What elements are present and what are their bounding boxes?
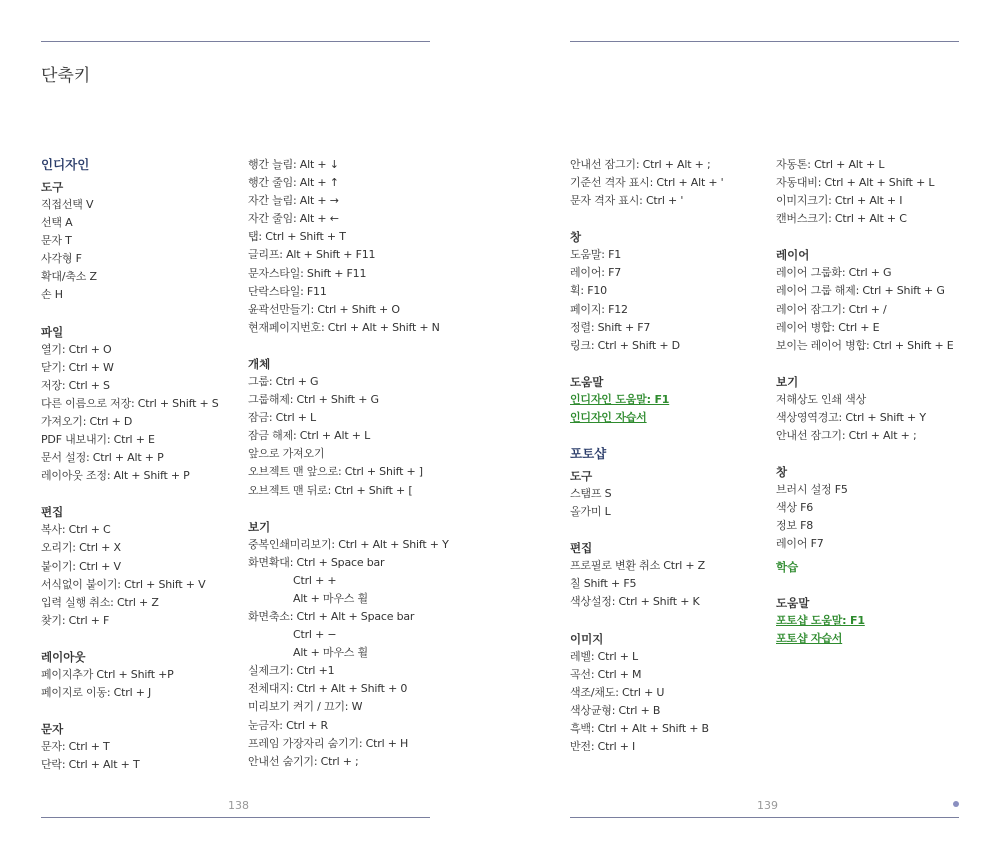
help-link[interactable]: 인디자인 자습서 (570, 410, 647, 424)
shortcut-section (570, 630, 760, 757)
shortcut-line: 레벨: Ctrl + L (570, 649, 638, 663)
top-rule-right (570, 41, 959, 42)
column-3-sections-top (570, 156, 760, 427)
shortcut-line: 행간 줄임: Alt + ↑ (248, 176, 339, 190)
section-title: 편집 (570, 541, 593, 556)
shortcut-line: 자동대비: Ctrl + Alt + Shift + L (776, 176, 935, 190)
shortcut-section (248, 156, 448, 337)
shortcut-line: 칠 Shift + F5 (570, 577, 637, 591)
section-title: 창 (570, 230, 582, 245)
section-title: 보기 (248, 519, 271, 534)
shortcut-line: 문자 격자 표시: Ctrl + ' (570, 194, 684, 208)
shortcut-section (248, 355, 448, 500)
shortcut-line: 잠금: Ctrl + L (248, 411, 316, 425)
shortcut-line: 자간 줄임: Alt + ← (248, 212, 339, 226)
shortcut-section (41, 323, 231, 486)
category-title-photoshop: 포토샵 (570, 446, 607, 462)
shortcut-line: 레이어 잠그기: Ctrl + / (776, 302, 887, 316)
shortcut-line: Alt + 마우스 휠 (293, 591, 368, 605)
shortcut-section (570, 539, 760, 611)
shortcut-section (41, 648, 231, 702)
shortcut-line: 색상설정: Ctrl + Shift + K (570, 595, 700, 609)
section-title: 도움말 (776, 595, 810, 610)
shortcut-line: 복사: Ctrl + C (41, 523, 111, 537)
section-title: 문자 (41, 722, 64, 737)
section-title: 창 (776, 465, 788, 480)
page-marker-dot (953, 801, 959, 807)
shortcut-line: 확대/축소 Z (41, 270, 97, 284)
column-3-sections-bottom (570, 467, 760, 756)
top-rule-left (41, 41, 430, 42)
shortcut-line: 단락: Ctrl + Alt + T (41, 758, 140, 772)
bottom-rule-left (41, 817, 430, 818)
shortcut-line: 레이어 F7 (776, 537, 824, 551)
shortcut-line: 반전: Ctrl + I (570, 739, 636, 753)
column-1-sections (41, 178, 231, 774)
shortcut-line: 링크: Ctrl + Shift + D (570, 338, 680, 352)
shortcut-section (570, 373, 760, 427)
shortcut-line: 직접선택 V (41, 198, 94, 211)
section-title: 편집 (41, 505, 64, 520)
shortcut-line: 문자스타일: Shift + F11 (248, 266, 367, 280)
column-2 (248, 156, 448, 789)
page-number-right: 139 (757, 799, 778, 812)
page-number-left: 138 (228, 799, 249, 812)
shortcut-line: 윤곽선만들기: Ctrl + Shift + O (248, 302, 400, 316)
shortcut-line: 문자 T (41, 234, 72, 248)
shortcut-line: 열기: Ctrl + O (41, 342, 112, 356)
shortcut-line: 사각형 F (41, 252, 82, 266)
shortcut-line: Ctrl + − (293, 628, 337, 642)
shortcut-line: 잠금 해제: Ctrl + Alt + L (248, 429, 371, 443)
shortcut-section (570, 228, 760, 355)
shortcut-line: 행간 늘림: Alt + ↓ (248, 158, 339, 171)
column-1 (41, 156, 231, 792)
shortcut-line: 오리기: Ctrl + X (41, 541, 121, 555)
column-3 (570, 156, 760, 774)
shortcut-line: Ctrl + + (293, 573, 337, 587)
shortcut-section (41, 503, 231, 630)
shortcut-line: 레이어 병합: Ctrl + E (776, 320, 880, 334)
shortcut-line: 프레임 가장자리 숨기기: Ctrl + H (248, 736, 409, 750)
shortcut-line: 안내선 숨기기: Ctrl + ; (248, 754, 359, 768)
section-title: 파일 (41, 324, 64, 339)
shortcut-line: 단락스타일: F11 (248, 284, 327, 298)
shortcut-line: 곡선: Ctrl + M (570, 667, 642, 681)
help-link[interactable]: 인디자인 도움말: F1 (570, 392, 670, 406)
shortcut-line: 이미지크기: Ctrl + Alt + I (776, 194, 903, 208)
section-title: 레이어 (776, 248, 810, 263)
shortcut-line: 문서 설정: Ctrl + Alt + P (41, 451, 164, 465)
shortcut-line: 레이아웃 조정: Alt + Shift + P (41, 469, 190, 483)
shortcut-line: 그룹해제: Ctrl + Shift + G (248, 393, 379, 407)
shortcut-section (776, 373, 966, 445)
column-4-sections (776, 156, 966, 648)
shortcut-line: 눈금자: Ctrl + R (248, 718, 328, 732)
shortcut-line: 페이지로 이동: Ctrl + J (41, 685, 152, 699)
bottom-rule-right (570, 817, 959, 818)
shortcut-line: 페이지추가 Ctrl + Shift +P (41, 667, 174, 681)
shortcut-line: 미리보기 켜기 / 끄기: W (248, 700, 363, 714)
shortcut-line: PDF 내보내기: Ctrl + E (41, 433, 155, 447)
shortcut-line: 색상균형: Ctrl + B (570, 703, 661, 717)
shortcut-line: 다른 이름으로 저장: Ctrl + Shift + S (41, 396, 219, 410)
help-link[interactable]: 포토샵 자습서 (776, 631, 843, 645)
shortcut-line: 닫기: Ctrl + W (41, 360, 114, 374)
shortcut-section (41, 720, 231, 774)
shortcut-line: 전체대지: Ctrl + Alt + Shift + 0 (248, 682, 408, 696)
shortcut-line: 레이어 그룹 해제: Ctrl + Shift + G (776, 284, 945, 298)
shortcut-line: 정보 F8 (776, 519, 814, 533)
shortcut-section (776, 463, 966, 575)
shortcut-line: 캔버스크기: Ctrl + Alt + C (776, 212, 907, 226)
shortcut-line: 저해상도 인쇄 색상 (776, 392, 867, 406)
section-title: 개체 (248, 356, 271, 371)
shortcut-section (248, 518, 448, 771)
shortcut-section (776, 246, 966, 354)
shortcut-section (570, 467, 760, 521)
shortcut-section (41, 178, 231, 305)
section-title: 도구 (570, 469, 593, 484)
section-title-highlight: 학습 (776, 559, 799, 574)
shortcut-line: 찾기: Ctrl + F (41, 613, 110, 627)
shortcut-line: 글리프: Alt + Shift + F11 (248, 248, 376, 262)
shortcut-line: 색조/채도: Ctrl + U (570, 685, 665, 699)
shortcut-line: 정렬: Shift + F7 (570, 320, 651, 334)
shortcut-line: Alt + 마우스 휠 (293, 646, 368, 660)
shortcut-line: 입력 실행 취소: Ctrl + Z (41, 595, 159, 609)
shortcut-section (570, 156, 760, 210)
shortcut-line: 그룹: Ctrl + G (248, 374, 319, 388)
shortcut-line: 올가미 L (570, 505, 611, 519)
shortcut-line: 저장: Ctrl + S (41, 378, 110, 392)
section-title: 도구 (41, 180, 64, 194)
shortcut-line: 레이어 그룹화: Ctrl + G (776, 266, 892, 280)
shortcut-line: 화면확대: Ctrl + Space bar (248, 555, 385, 569)
shortcut-line: 색상영역경고: Ctrl + Shift + Y (776, 410, 926, 424)
shortcut-line: 현재페이지번호: Ctrl + Alt + Shift + N (248, 320, 440, 334)
shortcut-line: 선택 A (41, 216, 73, 230)
section-title: 레이아웃 (41, 649, 86, 664)
shortcut-line: 오브젝트 맨 뒤로: Ctrl + Shift + [ (248, 483, 413, 497)
shortcut-line: 안내선 잠그기: Ctrl + Alt + ; (570, 158, 711, 171)
section-title: 도움말 (570, 374, 604, 389)
shortcut-line: 자간 늘림: Alt + → (248, 194, 339, 208)
shortcut-line: 화면축소: Ctrl + Alt + Space bar (248, 609, 415, 623)
shortcut-line: 흑백: Ctrl + Alt + Shift + B (570, 721, 709, 735)
shortcut-section (776, 594, 966, 648)
shortcut-line: 앞으로 가져오기 (248, 447, 325, 461)
shortcut-line: 중복인쇄미리보기: Ctrl + Alt + Shift + Y (248, 537, 449, 551)
shortcut-line: 스탬프 S (570, 487, 612, 501)
shortcut-line: 서식없이 붙이기: Ctrl + Shift + V (41, 577, 206, 591)
page-title: 단축키 (41, 66, 91, 86)
shortcut-line: 자동톤: Ctrl + Alt + L (776, 158, 885, 171)
shortcut-line: 프로필로 변환 취소 Ctrl + Z (570, 559, 706, 573)
column-4 (776, 156, 966, 666)
shortcut-line: 문자: Ctrl + T (41, 740, 110, 754)
shortcut-line: 보이는 레이어 병합: Ctrl + Shift + E (776, 338, 954, 352)
shortcut-line: 안내선 잠그기: Ctrl + Alt + ; (776, 429, 917, 443)
shortcut-section (776, 156, 966, 228)
shortcut-line: 가져오기: Ctrl + D (41, 414, 133, 428)
help-link[interactable]: 포토샵 도움말: F1 (776, 613, 865, 627)
shortcut-line: 오브젝트 맨 앞으로: Ctrl + Shift + ] (248, 465, 423, 479)
shortcut-line: 탭: Ctrl + Shift + T (248, 230, 346, 244)
shortcut-line: 색상 F6 (776, 501, 814, 515)
shortcut-line: 페이지: F12 (570, 302, 628, 316)
shortcut-line: 도움말: F1 (570, 248, 622, 262)
column-2-sections (248, 156, 448, 771)
shortcut-line: 브러시 설정 F5 (776, 483, 848, 497)
shortcut-line: 레이어: F7 (570, 266, 622, 280)
shortcut-line: 손 H (41, 288, 63, 302)
shortcut-line: 실제크기: Ctrl +1 (248, 664, 335, 678)
category-title-indesign: 인디자인 (41, 157, 90, 172)
section-title: 이미지 (570, 631, 604, 646)
shortcut-line: 획: F10 (570, 284, 607, 298)
section-title: 보기 (776, 374, 799, 389)
shortcut-line: 기준선 격자 표시: Ctrl + Alt + ' (570, 176, 724, 190)
shortcut-line: 붙이기: Ctrl + V (41, 559, 121, 573)
